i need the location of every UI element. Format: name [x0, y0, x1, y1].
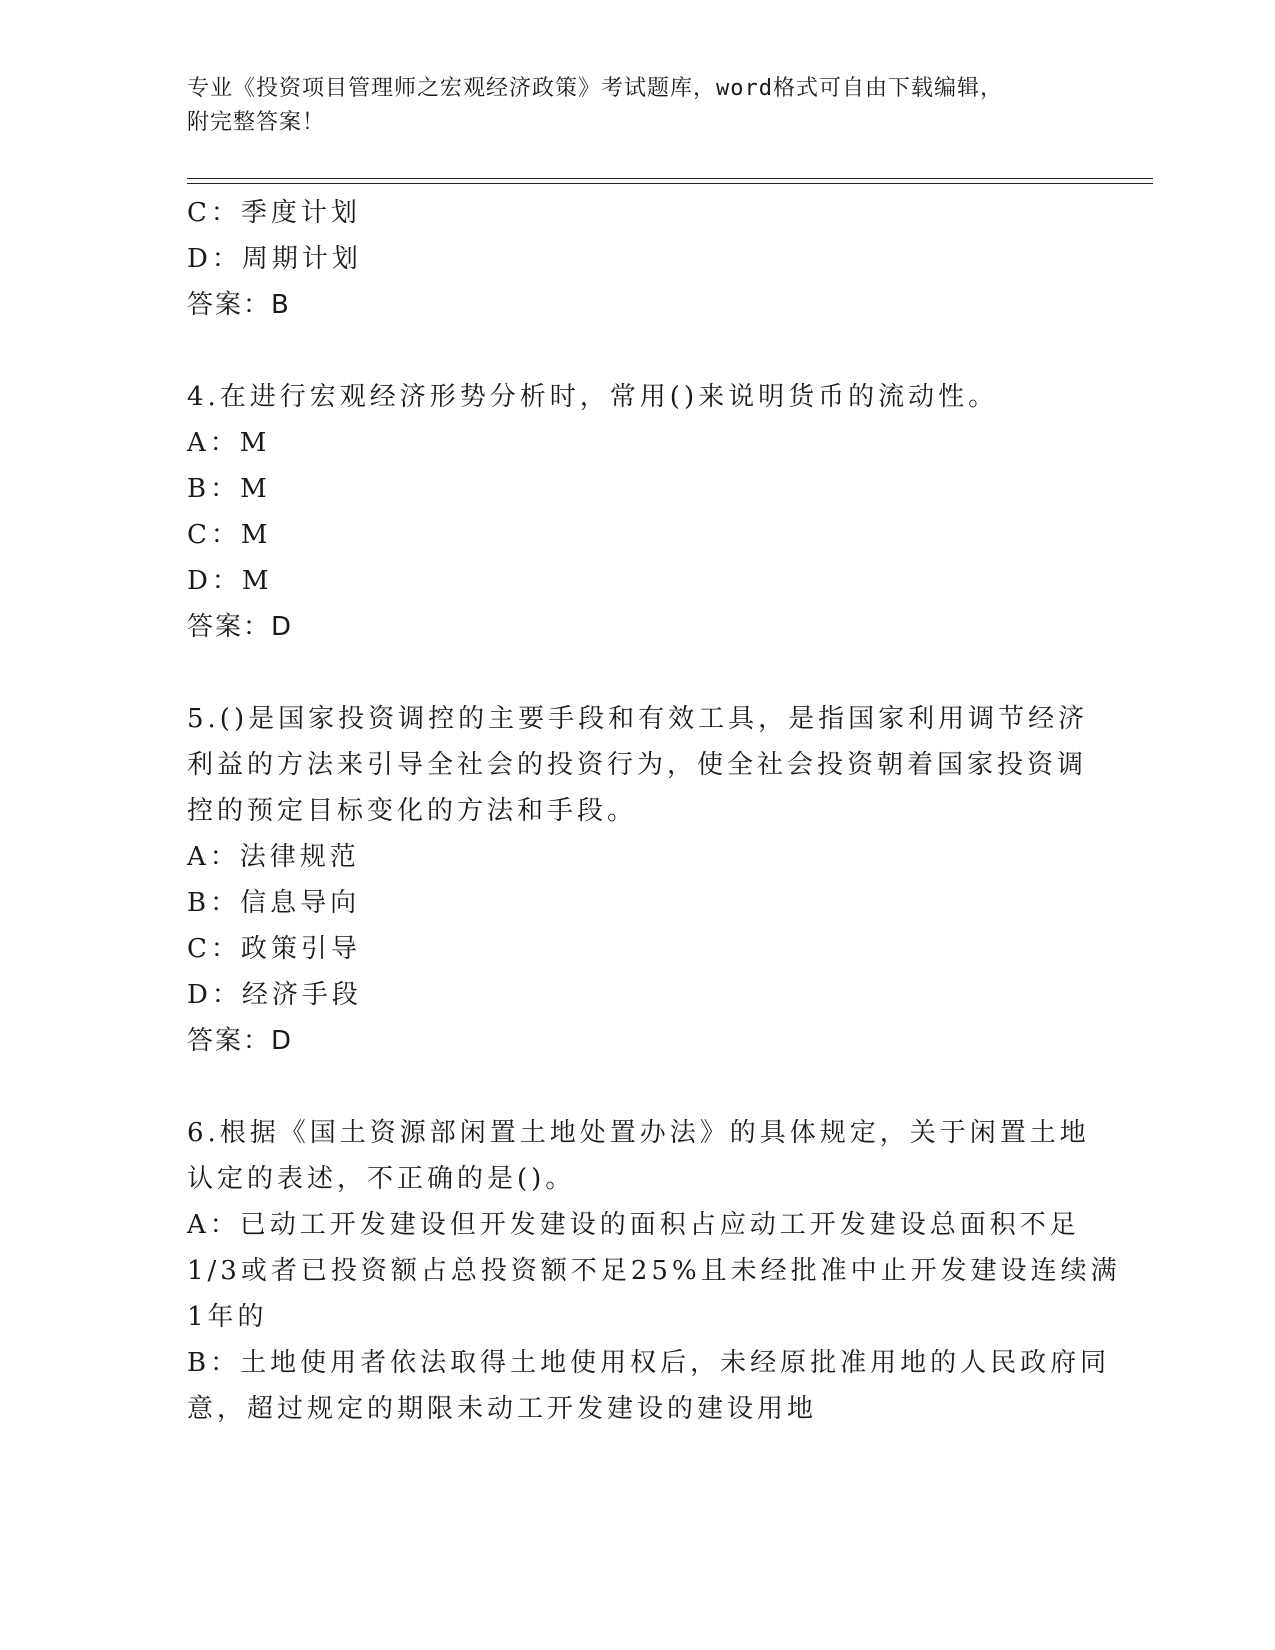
question-text-line: 5.()是国家投资调控的主要手段和有效工具，是指国家利用调节经济	[187, 704, 1089, 734]
option-d: D：周期计划	[187, 244, 362, 274]
question-text	[187, 696, 1087, 834]
question-3-tail	[187, 190, 1087, 328]
option-d: D：经济手段	[187, 980, 362, 1010]
option-b-line: B：土地使用者依法取得土地使用权后，未经原批准用地的人民政府同	[187, 1348, 1111, 1378]
option-a-line: 1年的	[187, 1302, 268, 1332]
option-a: A：M	[187, 428, 271, 458]
header-line-1: 专业《投资项目管理师之宏观经济政策》考试题库，word格式可自由下载编辑，	[187, 76, 1003, 101]
exam-content	[187, 190, 1121, 1432]
header-divider-top	[187, 178, 1153, 179]
question-text-line: 认定的表述，不正确的是()。	[187, 1164, 576, 1194]
answer: 答案：D	[187, 1026, 294, 1056]
option-a	[187, 1202, 1121, 1340]
option-c: C：季度计划	[187, 198, 361, 228]
question-text-line: 控的预定目标变化的方法和手段。	[187, 796, 638, 826]
answer: 答案：B	[187, 290, 291, 320]
option-c: C：M	[187, 520, 272, 550]
question-5	[187, 696, 1087, 1064]
option-b: B：信息导向	[187, 888, 361, 918]
header-divider-bottom	[187, 183, 1153, 184]
option-a-line: 1/3或者已投资额占总投资额不足25%且未经批准中止开发建设连续满	[187, 1256, 1121, 1286]
question-text: 4.在进行宏观经济形势分析时，常用()来说明货币的流动性。	[187, 382, 999, 412]
question-text-line: 6.根据《国土资源部闲置土地处置办法》的具体规定，关于闲置土地	[187, 1118, 1090, 1148]
option-c: C：政策引导	[187, 934, 361, 964]
document-header	[187, 72, 1067, 140]
question-text	[187, 1110, 1090, 1202]
option-b: B：M	[187, 474, 271, 504]
option-d: D：M	[187, 566, 273, 596]
question-6	[187, 1110, 1121, 1432]
header-line-2: 附完整答案！	[187, 110, 326, 135]
option-a: A：法律规范	[187, 842, 360, 872]
option-a-line: A：已动工开发建设但开发建设的面积占应动工开发建设总面积不足	[187, 1210, 1080, 1240]
question-text-line: 利益的方法来引导全社会的投资行为，使全社会投资朝着国家投资调	[187, 750, 1088, 780]
answer: 答案：D	[187, 612, 294, 642]
option-b	[187, 1340, 1111, 1432]
question-4	[187, 374, 1087, 650]
option-b-line: 意，超过规定的期限未动工开发建设的建设用地	[187, 1394, 818, 1424]
